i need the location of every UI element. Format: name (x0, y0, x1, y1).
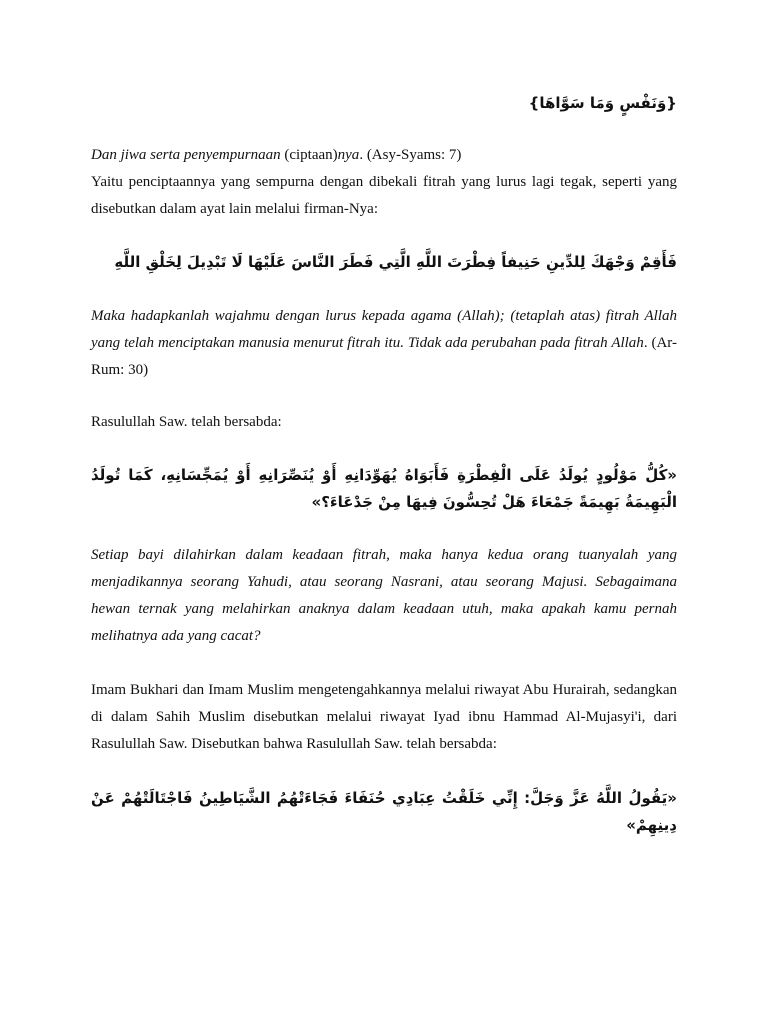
verse-translation-asy-syams (91, 142, 677, 169)
paragraph-fitrah-intro: Yaitu penciptaannya yang sempurna dengan dibekali fitrah yang lurus lagi tegak, seperti yang disebutkan dalam ayat lain melalui firman-Nya: (91, 174, 677, 217)
translation-italic-suffix: nya (337, 147, 360, 163)
hadith-arabic-hunafa: «يَقُولُ اللَّهُ عَزَّ وَجَلَّ: إِنِّي خَلَقْتُ عِبَادِي حُنَفَاءَ فَجَاءَتْهُمُ الشَّيَاطِينُ فَاجْتَالَتْهُمْ عَنْ دِينِهِمْ» (91, 789, 677, 834)
verse-reference: . (Ar-Rum: 30) (91, 335, 677, 378)
verse-translation-ar-rum (91, 303, 677, 384)
translation-italic: Maka hadapkanlah wajahmu dengan lurus kepada agama (Allah); (tetaplah atas) fitrah Allah yang telah menciptakan manusia menurut fitrah itu. Tidak ada perubahan pada fitrah Allah (91, 308, 677, 351)
hadith-translation-fitrah: Setiap bayi dilahirkan dalam keadaan fitrah, maka hanya kedua orang tuanyalah yang menjadikannya seorang Yahudi, atau seorang Nasrani, atau seorang Majusi. Sebagaimana hewan ternak yang melahirkan anaknya dalam keadaan utuh, maka apakah kamu pernah melihatnya ada yang cacat? (91, 547, 677, 644)
verse-reference: . (Asy-Syams: 7) (359, 147, 462, 163)
paragraph-riwayat: Imam Bukhari dan Imam Muslim mengetengahkannya melalui riwayat Abu Hurairah, sedangkan di dalam Sahih Muslim disebutkan melalui riwayat Iyad ibnu Hammad Al-Mujasyi'i, dari Rasulullah Saw. Disebutkan bahwa Rasulullah Saw. telah bersabda: (91, 682, 677, 752)
verse-arabic-ar-rum: فَأَقِمْ وَجْهَكَ لِلدِّينِ حَنِيفاً فِطْرَتَ اللَّهِ الَّتِي فَطَرَ النَّاسَ عَلَيْهَا لَا تَبْدِيلَ لِخَلْقِ اللَّهِ (114, 253, 677, 271)
verse-arabic-asy-syams: {وَنَفْسٍ وَمَا سَوَّاهَا} (528, 94, 677, 112)
translation-italic: Dan jiwa serta penyempurnaan (91, 147, 281, 163)
translation-normal: (ciptaan) (280, 147, 338, 163)
hadith-arabic-fitrah: «كُلُّ مَوْلُودٍ يُولَدُ عَلَى الْفِطْرَةِ فَأَبَوَاهُ يُهَوِّدَانِهِ أَوْ يُنَصِّرَانِهِ أَوْ يُمَجِّسَانِهِ، كَمَا تُولَدُ الْبَهِيمَةُ بَهِيمَةً جَمْعَاءَ هَلْ تُحِسُّونَ فِيهَا مِنْ جَدْعَاءَ؟» (91, 466, 677, 511)
paragraph-rasulullah-bersabda: Rasulullah Saw. telah bersabda: (91, 414, 282, 430)
